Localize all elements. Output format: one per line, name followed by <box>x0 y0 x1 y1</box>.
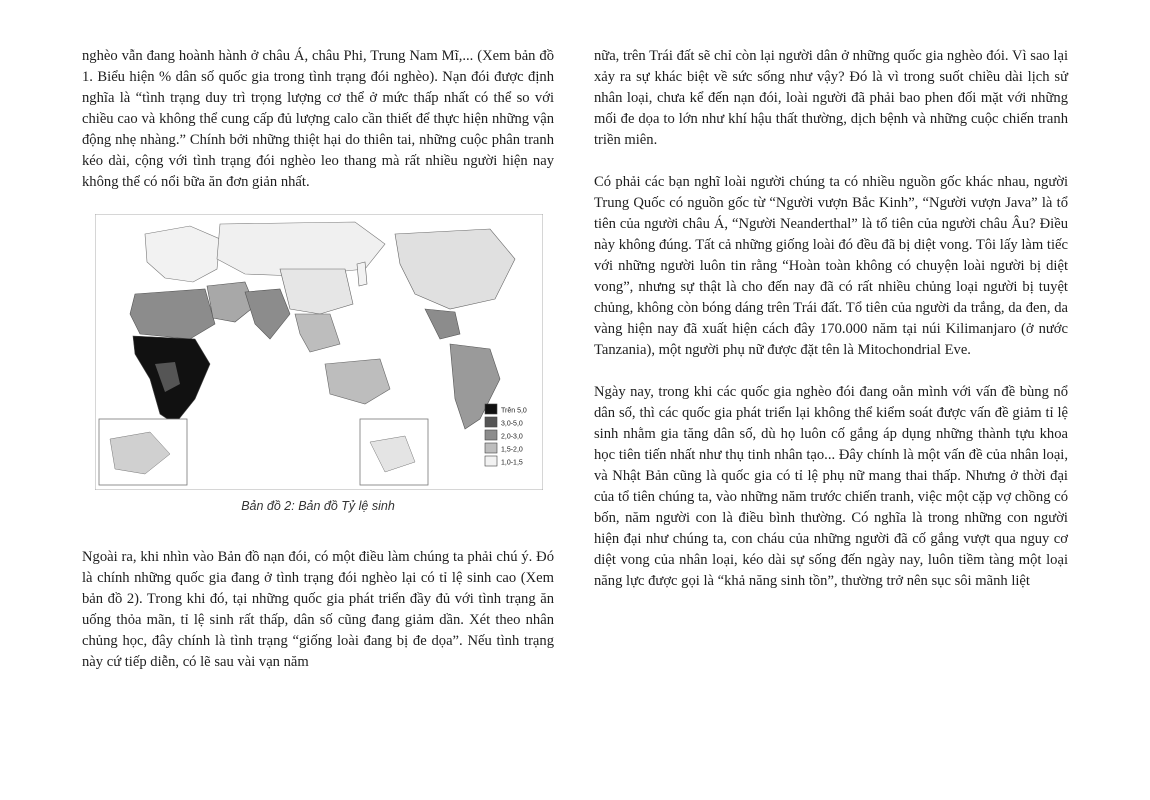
legend-label: 3,0-5,0 <box>501 420 523 428</box>
legend-label: 1,5-2,0 <box>501 446 523 454</box>
left-paragraph-1: nghèo vẫn đang hoành hành ở châu Á, châu Phi, Trung Nam Mĩ,... (Xem bản đồ 1. Biểu hiện % dân số quốc gia trong tình trạng đói nghèo). Nạn đói được định nghĩa là “tình trạng duy trì trọng lượng cơ thể ở mức thấp nhất có thể so với chiều cao và không thể cung cấp đủ lượng calo cần thiết để thực hiện những vận động nhẹ nhàng.” Chính bởi những thiệt hại do thiên tai, những cuộc phân tranh kéo dài, cộng với tình trạng đói nghèo leo thang mà rất nhiều người hiện nay không thể có nổi bữa ăn đơn giản nhất. <box>82 48 554 190</box>
right-paragraph-3: Ngày nay, trong khi các quốc gia nghèo đói đang oằn mình với vấn đề bùng nổ dân số, thì các quốc gia phát triển lại không thể kiểm soát được vấn đề giảm tỉ lệ sinh nhằm gia tăng dân số, dù họ luôn cố gắng áp dụng những thành tựu khoa học tiên tiến nhất như thụ tinh nhân tạo... Đây chính là một vấn đề của nhân loại, và Nhật Bản cũng là quốc gia có tỉ lệ phụ nữ mang thai thấp. Nhưng ở thời đại của tổ tiên chúng ta, vào những năm trước chiến tranh, việc một cặp vợ chồng có bốn, năm người con là điều bình thường. Có nghĩa là trong những con người hiện đại như chúng ta, con cháu của những người đã cố gắng vượt qua nguy cơ diệt vong của nhân loại, kéo dài sự sống đến ngày nay, luôn tiềm tàng một loại năng lực được gọi là “khả năng sinh tồn”, thường trở nên sục sôi mãnh liệt <box>594 384 1068 589</box>
legend-swatch <box>485 430 497 440</box>
left-column <box>82 46 554 694</box>
fertility-map-figure <box>95 214 543 490</box>
legend-swatch <box>485 404 497 414</box>
map-caption: Bản đồ 2: Bản đồ Tỷ lệ sinh <box>241 499 395 513</box>
legend-swatch <box>485 456 497 466</box>
legend-label: 2,0-3,0 <box>501 433 523 441</box>
legend-label: 1,0-1,5 <box>501 459 523 467</box>
north-africa-region <box>130 289 215 339</box>
left-paragraph-2: Ngoài ra, khi nhìn vào Bản đồ nạn đói, có một điều làm chúng ta phải chú ý. Đó là chính những quốc gia đang ở tình trạng đói nghèo lại có tỉ lệ sinh cao (Xem bản đồ 2). Trong khi đó, tại những quốc gia phát triển đầy đủ với tình trạng ăn uống thỏa mãn, tỉ lệ sinh rất thấp, dân số cũng đang giảm dần. Xét theo nhân chủng học, đây chính là tình trạng “giống loài đang bị đe dọa”. Nếu tình trạng này cứ tiếp diễn, có lẽ sau vài vạn năm <box>82 549 554 670</box>
right-column <box>594 46 1068 613</box>
legend-label: Trên 5,0 <box>501 407 527 415</box>
legend-swatch <box>485 443 497 453</box>
right-paragraph-2: Có phải các bạn nghĩ loài người chúng ta có nhiều nguồn gốc khác nhau, người Trung Quốc có nguồn gốc từ “Người vượn Bắc Kinh”, “Người vượn Java” là tổ tiên của người châu Á, “Người Neanderthal” là tổ tiên của người châu Âu? Điều này không đúng. Tất cả những giống loài đó đều đã bị diệt vong. Tôi lấy làm tiếc với những người luôn tin rằng “Hoàn toàn không có chuyện loài người bị diệt vong”, nhưng sự thật là cho đến nay đã có rất nhiều chủng loại người bị tuyệt chủng, không còn bóng dáng trên Trái đất. Tổ tiên của người da trắng, da đen, da vàng hiện nay đã xuất hiện cách đây 170.000 năm tại núi Kilimanjaro (ở nước Tanzania), một người phụ nữ được đặt tên là Mitochondrial Eve. <box>594 174 1068 358</box>
fertility-world-map <box>95 214 543 490</box>
right-paragraph-1: nữa, trên Trái đất sẽ chỉ còn lại người dân ở những quốc gia nghèo đói. Vì sao lại xảy ra sự khác biệt về sức sống như vậy? Đó là vì trong suốt chiều dài lịch sử nhân loại, chưa kể đến nạn đói, loài người đã phải bao phen đối mặt với những mối đe dọa to lớn như khí hậu thất thường, dịch bệnh và những cuộc chiến tranh triền miên. <box>594 48 1068 148</box>
china-region <box>280 269 353 314</box>
legend-swatch <box>485 417 497 427</box>
japan-region <box>357 262 367 286</box>
